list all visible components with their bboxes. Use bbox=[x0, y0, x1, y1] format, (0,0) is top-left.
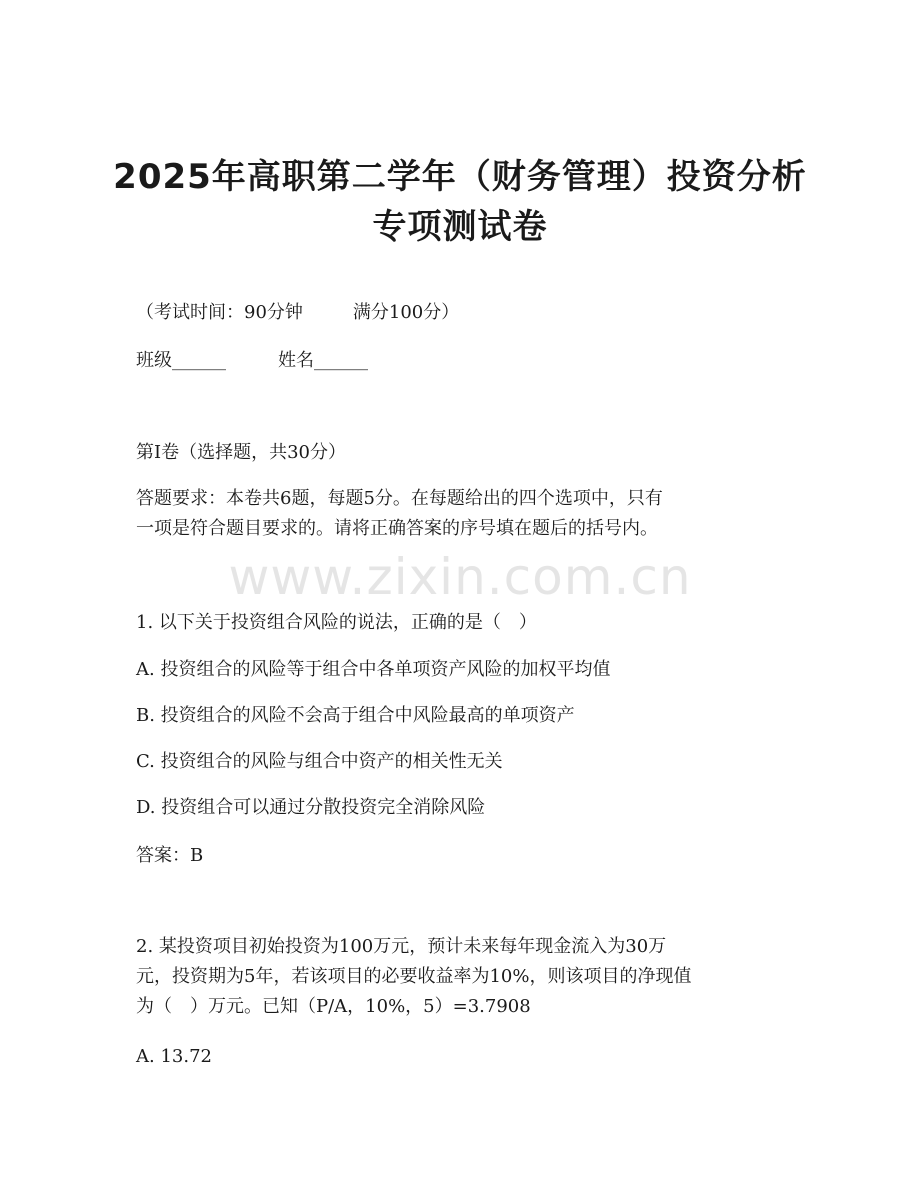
title-line-2: 专项测试卷 bbox=[372, 207, 548, 247]
question-1-answer: 答案：B bbox=[136, 845, 204, 866]
question-2-option-a: A. 13.72 bbox=[136, 1046, 212, 1067]
question-2-stem bbox=[136, 932, 786, 1022]
student-info bbox=[136, 346, 368, 376]
question-1-option-c: C. 投资组合的风险与组合中资产的相关性无关 bbox=[136, 751, 503, 772]
question-2-stem-line-1: 2. 某投资项目初始投资为100万元，预计未来每年现金流入为30万 bbox=[136, 936, 667, 957]
question-1-option-d: D. 投资组合可以通过分散投资完全消除风险 bbox=[136, 797, 486, 818]
exam-time: （考试时间：90分钟 bbox=[136, 302, 303, 323]
question-2-stem-line-3: 为（ ）万元。已知（P/A，10%，5）=3.7908 bbox=[136, 996, 531, 1017]
instructions-line-1: 答题要求：本卷共6题，每题5分。在每题给出的四个选项中，只有 bbox=[136, 488, 663, 509]
section-instructions bbox=[136, 484, 786, 544]
name-field: 姓名______ bbox=[278, 350, 368, 371]
question-1-stem: 1. 以下关于投资组合风险的说法，正确的是（ ） bbox=[136, 612, 537, 633]
class-field: 班级______ bbox=[136, 350, 226, 371]
title-line-1: 2025年高职第二学年（财务管理）投资分析 bbox=[113, 157, 807, 197]
watermark: www.zixin.com.cn bbox=[228, 548, 692, 606]
document-title bbox=[0, 152, 920, 252]
section-heading: 第I卷（选择题，共30分） bbox=[136, 442, 347, 463]
exam-score: 满分100分） bbox=[352, 302, 460, 323]
instructions-line-2: 一项是符合题目要求的。请将正确答案的序号填在题后的括号内。 bbox=[136, 518, 658, 539]
question-2-stem-line-2: 元，投资期为5年，若该项目的必要收益率为10%，则该项目的净现值 bbox=[136, 966, 692, 987]
question-1-option-b: B. 投资组合的风险不会高于组合中风险最高的单项资产 bbox=[136, 705, 575, 726]
exam-info bbox=[136, 298, 459, 328]
question-1-option-a: A. 投资组合的风险等于组合中各单项资产风险的加权平均值 bbox=[136, 659, 611, 680]
